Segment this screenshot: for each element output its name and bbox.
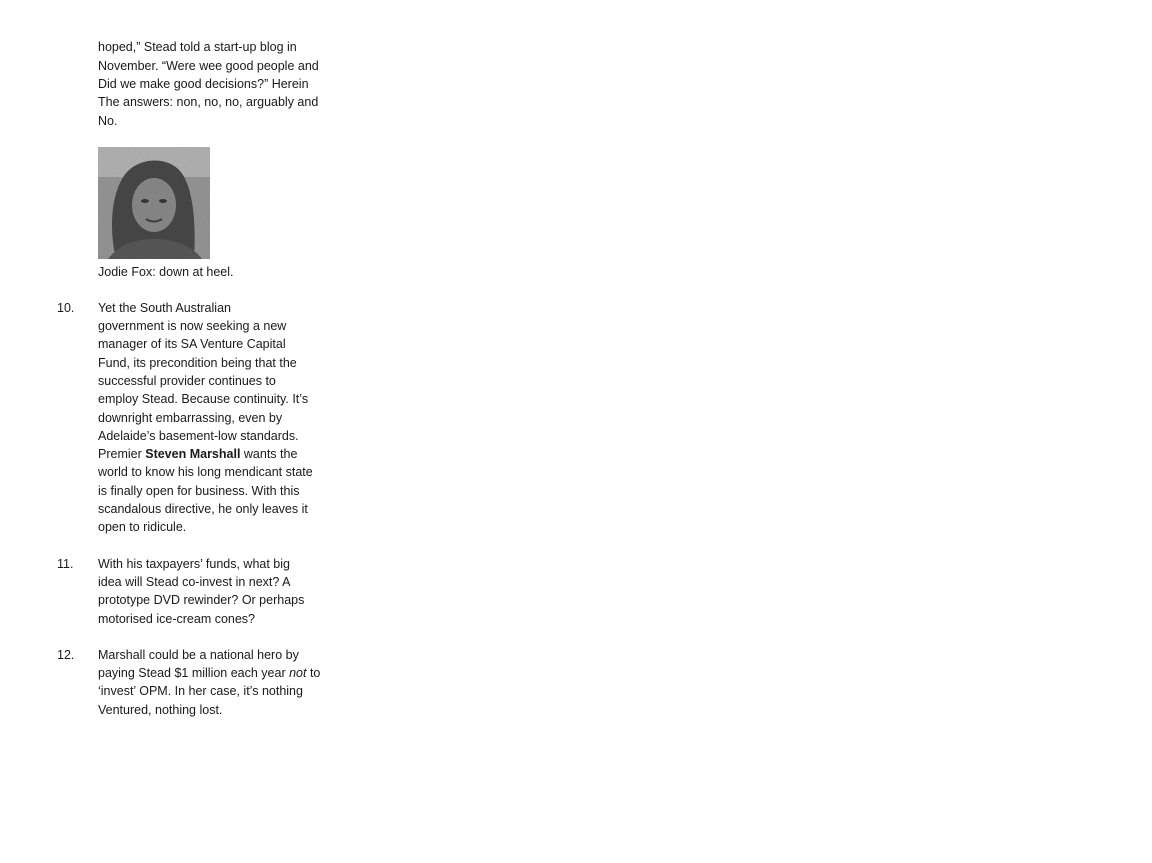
paragraph-number: 12.: [57, 648, 75, 662]
text-line: open to ridicule.: [98, 520, 187, 534]
paragraph-number: 10.: [57, 301, 75, 315]
text-line: [98, 664, 320, 682]
text-line: employ Stead. Because continuity. It’s: [98, 392, 309, 406]
photo-caption: Jodie Fox: down at heel.: [98, 265, 234, 279]
text-line: Did we make good decisions?” Herein: [98, 77, 309, 91]
text-span: paying Stead $1 million each year: [98, 666, 290, 680]
premier-name: Steven Marshall: [145, 447, 241, 461]
text-line: Adelaide’s basement-low standards.: [98, 429, 299, 443]
text-line: manager of its SA Venture Capital: [98, 337, 286, 351]
text-line: The answers: non, no, no, arguably and: [98, 95, 319, 109]
text-line: November. “Were wee good people and: [98, 59, 319, 73]
text-line: scandalous directive, he only leaves it: [98, 502, 308, 516]
text-span: wants the: [240, 447, 298, 461]
text-span: Premier: [98, 447, 146, 461]
paragraph-number: 11.: [57, 557, 74, 571]
text-line: downright embarrassing, even by: [98, 411, 283, 425]
text-line: Ventured, nothing lost.: [98, 703, 223, 717]
text-line: is finally open for business. With this: [98, 484, 300, 498]
text-line: successful provider continues to: [98, 374, 276, 388]
text-line: idea will Stead co-invest in next? A: [98, 575, 291, 589]
text-line: [98, 445, 297, 463]
text-line: government is now seeking a new: [98, 319, 287, 333]
portrait-image: [98, 147, 210, 259]
text-line: world to know his long mendicant state: [98, 465, 313, 479]
text-line: ‘invest’ OPM. In her case, it’s nothing: [98, 684, 303, 698]
text-line: hoped,” Stead told a start-up blog in: [98, 40, 297, 54]
text-line: Yet the South Australian: [98, 301, 231, 315]
portrait-photo: [98, 147, 210, 259]
text-line: prototype DVD rewinder? Or perhaps: [98, 593, 305, 607]
text-line: Marshall could be a national hero by: [98, 648, 299, 662]
text-line: With his taxpayers’ funds, what big: [98, 557, 290, 571]
text-span: to: [306, 666, 321, 680]
emphasis-not: not: [289, 666, 307, 680]
text-line: motorised ice-cream cones?: [98, 612, 256, 626]
text-line: Fund, its precondition being that the: [98, 356, 297, 370]
text-line: No.: [98, 114, 118, 128]
